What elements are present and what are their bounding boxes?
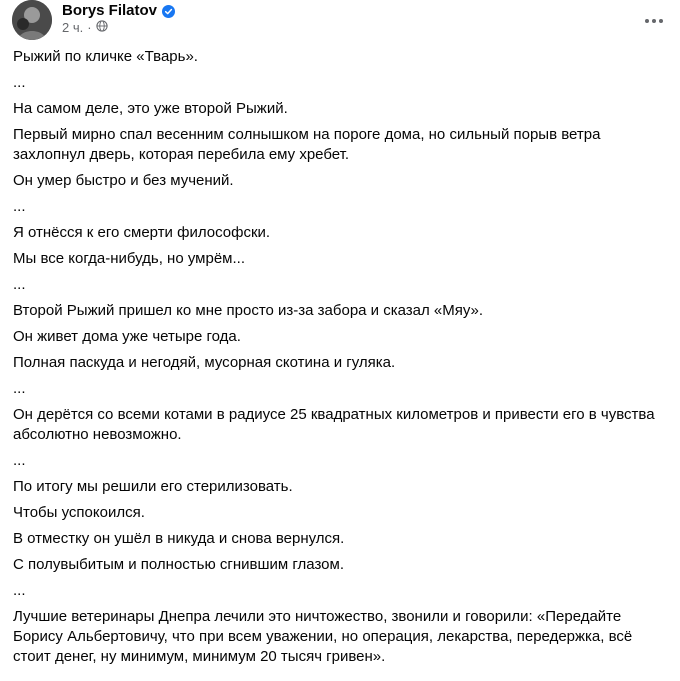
avatar[interactable] (12, 0, 52, 40)
post-paragraph: В отместку он ушёл в никуда и снова вернулся. (13, 530, 345, 547)
post-paragraph: Рыжий по кличке «Тварь». (13, 48, 198, 65)
post-paragraph: Полная паскуда и негодяй, мусорная скотина и гуляка. (13, 354, 396, 371)
more-options-button[interactable] (640, 6, 668, 34)
post-paragraph: ... (13, 74, 26, 91)
post-paragraph: ... (13, 582, 26, 599)
post-paragraph: ... (13, 452, 26, 469)
post-paragraph: ... (13, 198, 26, 215)
post-paragraph: Он живет дома уже четыре года. (13, 328, 241, 345)
globe-icon (96, 20, 108, 36)
post-paragraph: Первый мирно спал весенним солнышком на пороге дома, но сильный порыв ветра захлопнул дверь, которая перебила ему хребет. (13, 126, 605, 163)
post-paragraph: На самом деле, это уже второй Рыжий. (13, 100, 288, 117)
more-horizontal-icon (644, 11, 664, 29)
post-paragraph: Я отнёсся к его смерти философски. (13, 224, 271, 241)
post-paragraph: Мы все когда-нибудь, но умрём... (13, 250, 245, 267)
post-paragraph: ... (13, 380, 26, 397)
post-body (13, 47, 663, 673)
post-paragraph: Лучшие ветеринары Днепра лечили это ничтожество, звонили и говорили: «Передайте Борису Альбертовичу, что при всем уважении, но операция, лекарства, передержка, всё стоит денег, ну минимум, минимум 20 тысяч гривен». (13, 608, 637, 665)
post-paragraph: Он дерётся со всеми котами в радиусе 25 квадратных километров и привести его в чувства абсолютно невозможно. (13, 406, 659, 443)
post-paragraph: Чтобы успокоился. (13, 504, 145, 521)
post-paragraph: ... (13, 276, 26, 293)
post-paragraph: С полувыбитым и полностью сгнившим глазом. (13, 556, 344, 573)
post-timestamp[interactable]: 2 ч. (62, 20, 84, 35)
author-name[interactable]: Borys Filatov (62, 2, 158, 19)
verified-badge-icon (162, 5, 175, 18)
post-meta (62, 20, 108, 36)
post-paragraph: Второй Рыжий пришел ко мне просто из-за забора и сказал «Мяу». (13, 302, 484, 319)
post-paragraph: Он умер быстро и без мучений. (13, 172, 234, 189)
post-header (12, 0, 668, 44)
post-paragraph: По итогу мы решили его стерилизовать. (13, 478, 293, 495)
meta-separator: · (87, 20, 92, 35)
author-row (62, 1, 175, 21)
